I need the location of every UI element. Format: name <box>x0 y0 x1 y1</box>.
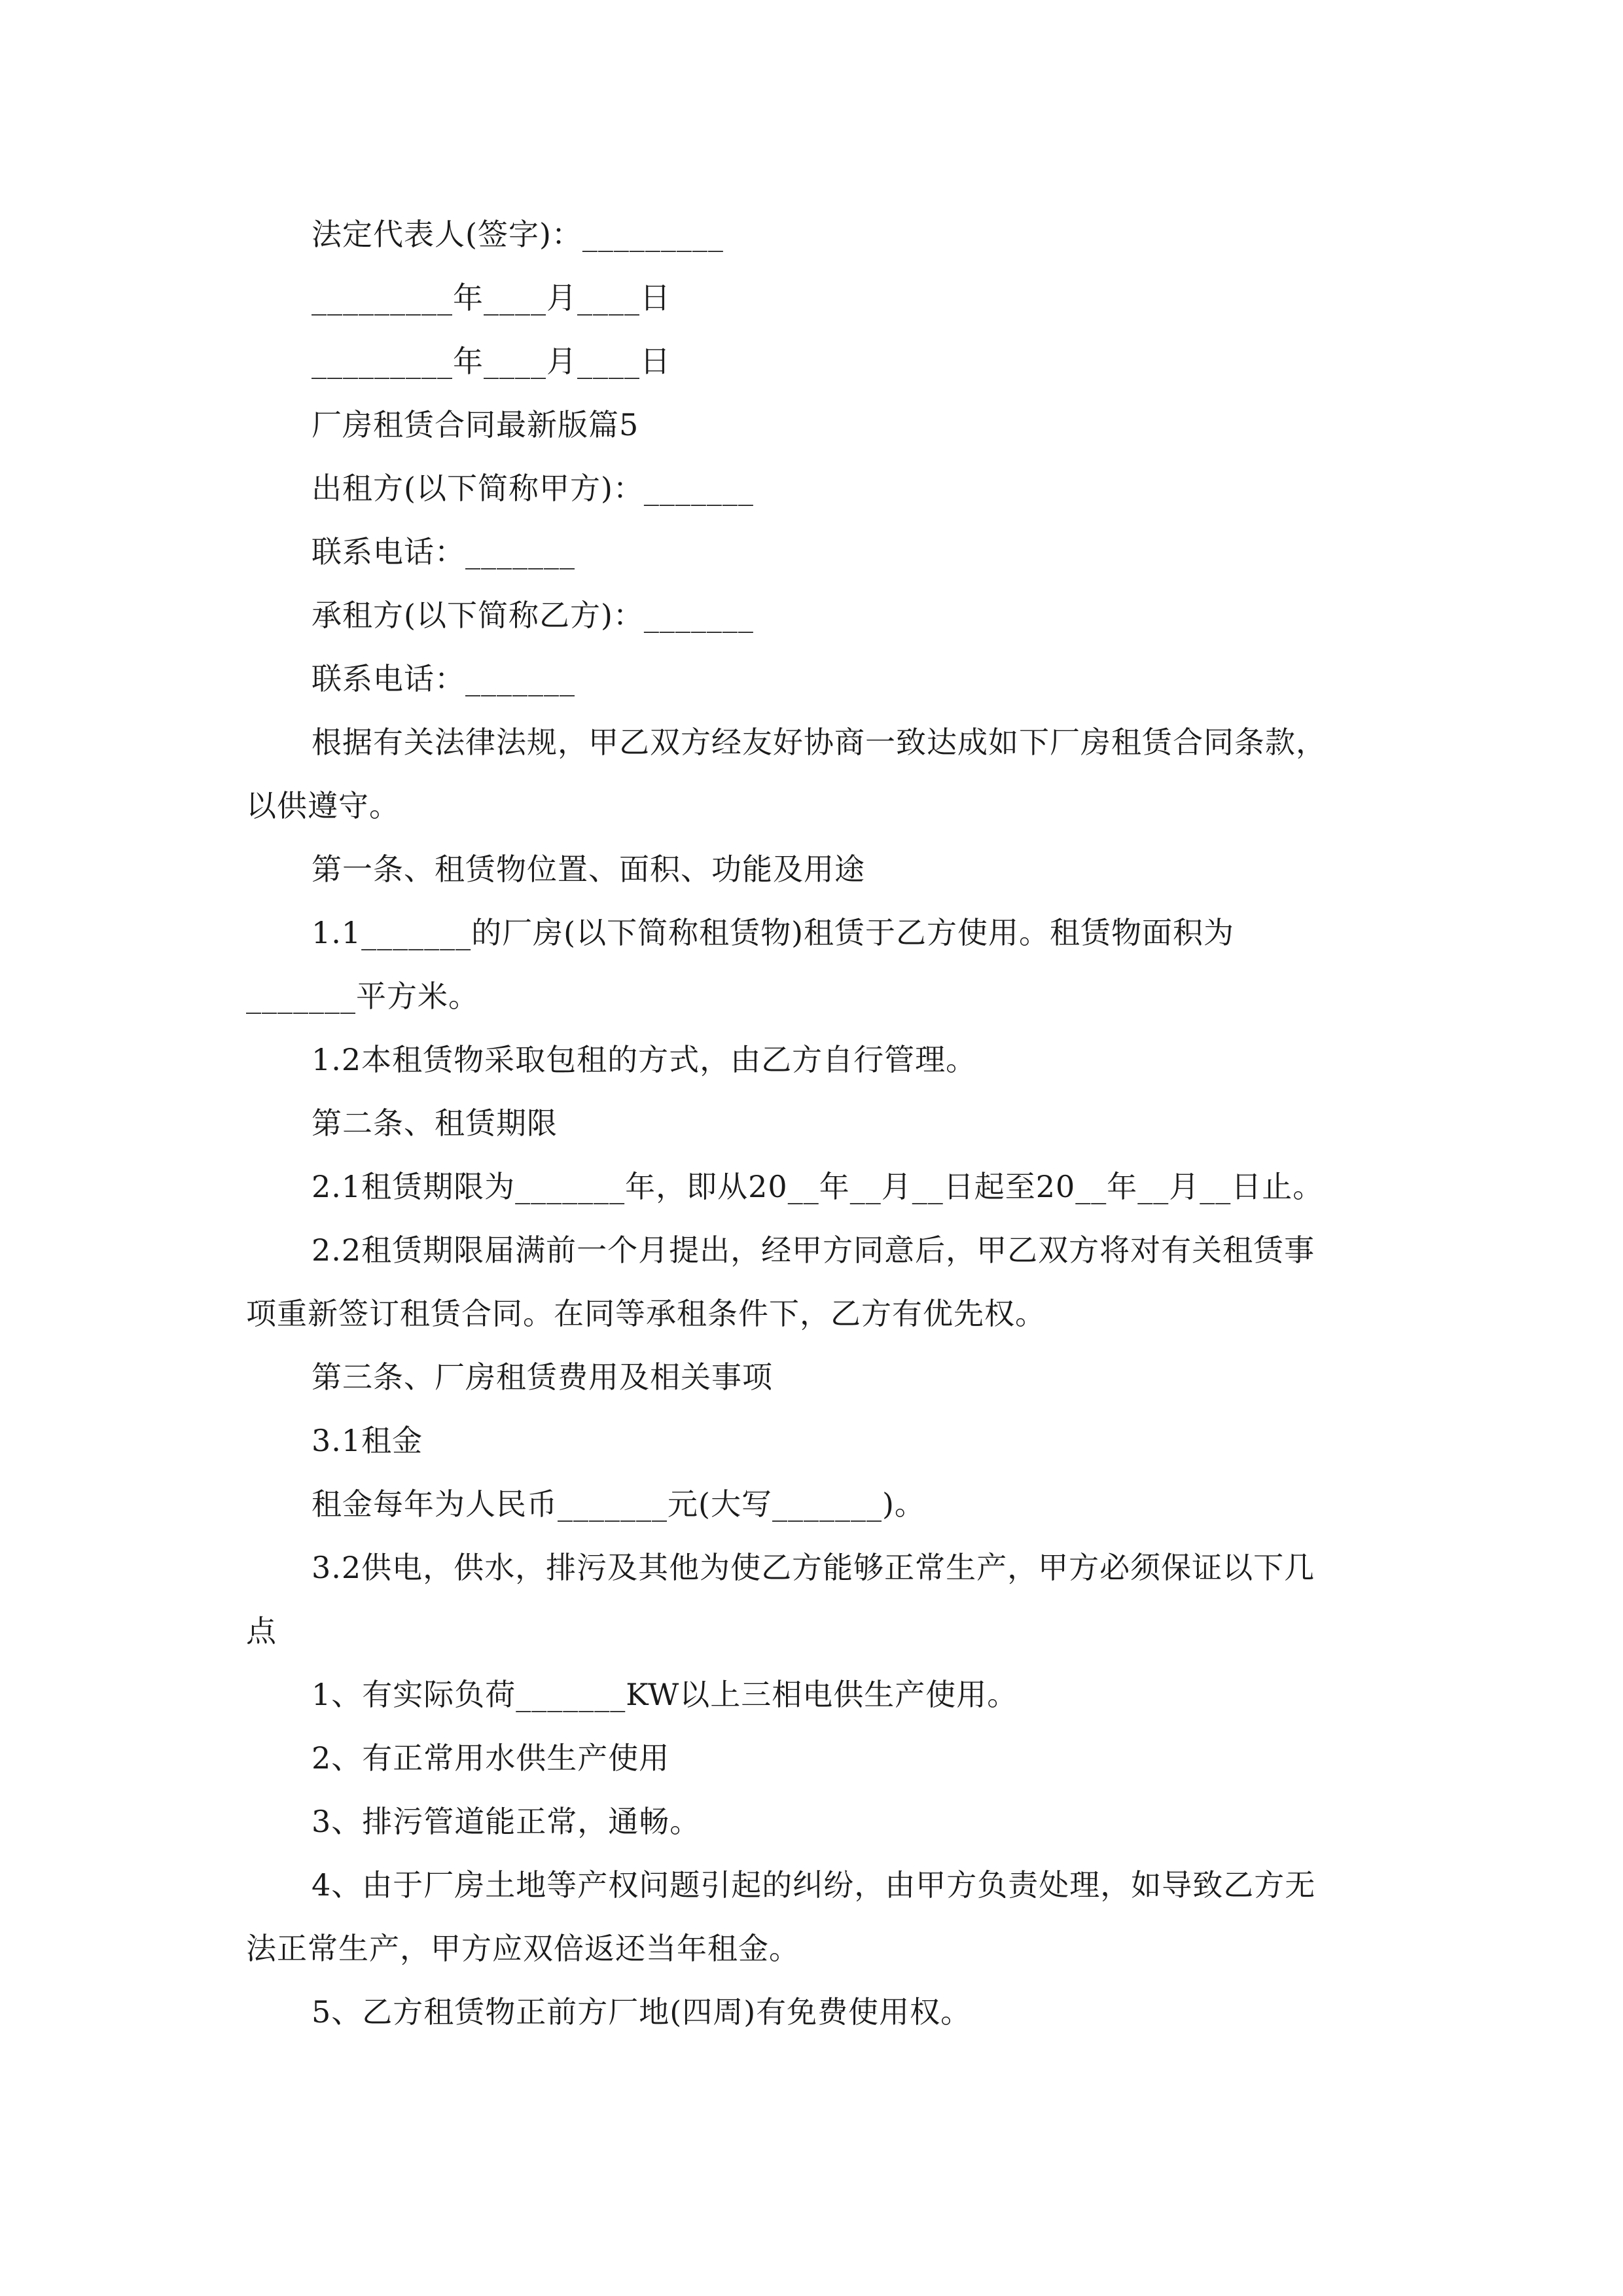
text-line-section-title: 厂房租赁合同最新版篇5 <box>312 407 639 442</box>
text-line-lessee: 承租方(以下简称乙方)：_______ <box>312 598 754 633</box>
document-body <box>246 203 1393 2044</box>
text-line-clause-1-1-a: 1.1_______的厂房(以下简称租赁物)租赁于乙方使用。租赁物面积为 <box>312 915 1235 950</box>
text-line-lessor-phone: 联系电话：_______ <box>312 534 575 569</box>
text-line-item-4-a: 4、由于厂房土地等产权问题引起的纠纷，由甲方负责处理，如导致乙方无 <box>312 1867 1316 1903</box>
text-line-clause-3-2-a: 3.2供电，供水，排污及其他为使乙方能够正常生产，甲方必须保证以下几 <box>312 1550 1315 1585</box>
text-line-item-5: 5、乙方租赁物正前方厂地(四周)有免费使用权。 <box>312 1994 972 2030</box>
text-line-item-3: 3、排污管道能正常，通畅。 <box>312 1804 701 1839</box>
text-line-clause-2-1: 2.1租赁期限为_______年，即从20__年__月__日起至20__年__月__日止。 <box>312 1169 1324 1204</box>
text-line-item-2: 2、有正常用水供生产使用 <box>312 1740 670 1776</box>
text-line-lessee-phone: 联系电话：_______ <box>312 661 575 696</box>
text-line-article-1: 第一条、租赁物位置、面积、功能及用途 <box>312 852 865 887</box>
text-line-date-line-2: _________年____月____日 <box>312 344 671 379</box>
text-line-preamble-1: 根据有关法律法规，甲乙双方经友好协商一致达成如下厂房租赁合同条款， <box>312 725 1327 760</box>
text-line-legal-rep-signature: 法定代表人(签字)：_________ <box>312 217 724 252</box>
text-line-clause-3-1: 3.1租金 <box>312 1423 423 1458</box>
text-line-article-3: 第三条、厂房租赁费用及相关事项 <box>312 1359 773 1395</box>
text-line-date-line-1: _________年____月____日 <box>312 280 671 315</box>
text-line-clause-2-2-b: 项重新签订租赁合同。在同等承租条件下，乙方有优先权。 <box>246 1296 1046 1331</box>
text-line-item-1: 1、有实际负荷_______KW以上三相电供生产使用。 <box>312 1677 1018 1712</box>
text-line-item-4-b: 法正常生产，甲方应双倍返还当年租金。 <box>246 1931 800 1966</box>
text-line-clause-2-2-a: 2.2租赁期限届满前一个月提出，经甲方同意后，甲乙双方将对有关租赁事 <box>312 1232 1315 1268</box>
text-line-lessor: 出租方(以下简称甲方)：_______ <box>312 471 754 506</box>
text-line-article-2: 第二条、租赁期限 <box>312 1105 558 1141</box>
text-line-preamble-2: 以供遵守。 <box>246 788 400 823</box>
text-line-clause-3-2-b: 点 <box>246 1613 277 1649</box>
text-line-clause-1-1-b: _______平方米。 <box>246 978 479 1014</box>
text-line-rent-amount: 租金每年为人民币_______元(大写_______)。 <box>312 1486 925 1522</box>
text-line-clause-1-2: 1.2本租赁物采取包租的方式，由乙方自行管理。 <box>312 1042 977 1077</box>
